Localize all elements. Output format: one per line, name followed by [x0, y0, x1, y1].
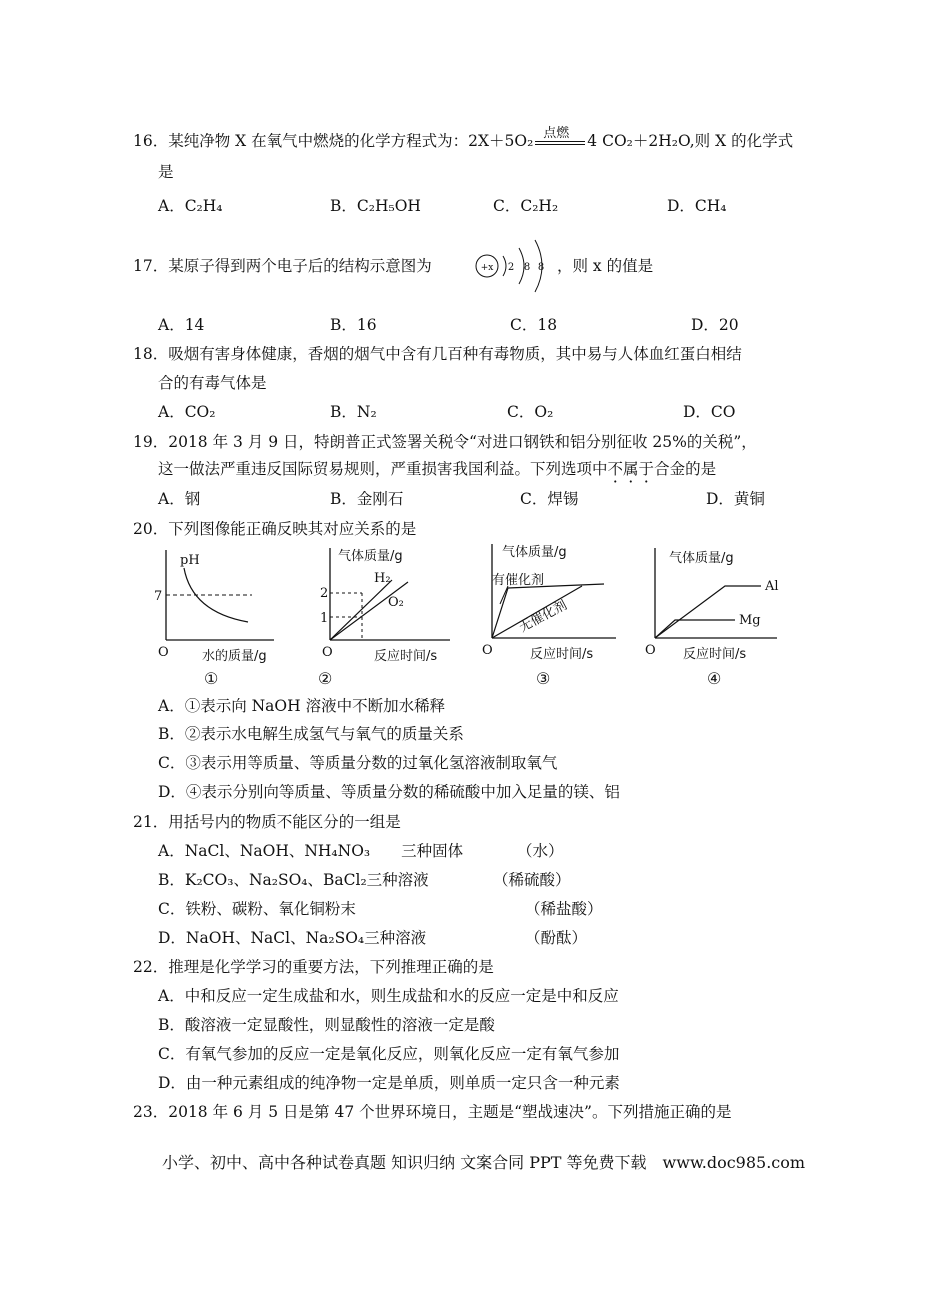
graph-2-series-h2: H₂	[374, 571, 391, 586]
q21-option-a-reagent: （水）	[517, 842, 564, 860]
q23-stem: 23．2018 年 6 月 5 日是第 47 个世界环境日，主题是“塑战速决”。下列措施正确的是	[133, 1103, 732, 1121]
q18-line2: 合的有毒气体是	[158, 374, 267, 392]
q16-line1	[133, 126, 794, 152]
graph-1-number: ①	[204, 669, 219, 688]
q18-option-a: A．CO₂	[158, 403, 216, 421]
graph-2-xlabel: 反应时间/s	[374, 649, 438, 664]
graph-4-xlabel: 反应时间/s	[683, 647, 747, 662]
q16-suffix: 4 CO₂＋2H₂O,则 X 的化学式	[587, 132, 794, 150]
reaction-condition: 点燃	[543, 126, 570, 141]
q16-option-d: D．CH₄	[667, 197, 727, 215]
q16-option-b: B．C₂H₅OH	[330, 197, 421, 215]
graph-4-series-mg: Mg	[739, 613, 761, 628]
q20-option-c: C．③表示用等质量、等质量分数的过氧化氢溶液制取氧气	[158, 754, 558, 772]
graph-3-origin: O	[482, 643, 493, 658]
page-footer: 小学、初中、高中各种试卷真题 知识归纳 文案合同 PPT 等免费下载 www.doc985.com	[162, 1153, 806, 1172]
graph-1-origin: O	[158, 645, 169, 660]
q18-option-b: B．N₂	[330, 403, 377, 421]
graph-2-tick-1: 1	[320, 611, 329, 626]
q21-option-a: A．NaCl、NaOH、NH₄NO₃ 三种固体	[158, 842, 464, 860]
q17-prefix: 17．某原子得到两个电子后的结构示意图为	[133, 257, 432, 275]
q19-option-d: D．黄铜	[706, 490, 765, 508]
graph-4-metals	[643, 540, 793, 692]
atom-shell-1: 2	[507, 262, 515, 273]
q17-option-c: C．18	[510, 316, 558, 334]
graph-4-number: ④	[707, 669, 722, 688]
q17-option-b: B．16	[330, 316, 377, 334]
graph-3-number: ③	[536, 669, 551, 688]
graph-4-ylabel: 气体质量/g	[669, 551, 734, 566]
q19-line2-post: 合金的是	[654, 460, 717, 478]
graph-4-origin: O	[645, 643, 656, 658]
atom-shell-3: 8	[537, 262, 545, 273]
atom-structure-diagram	[473, 234, 553, 298]
graph-3-series-catalyst: 有催化剂	[492, 573, 545, 588]
q18-line1: 18．吸烟有害身体健康，香烟的烟气中含有几百种有毒物质，其中易与人体血红蛋白相结	[133, 345, 742, 363]
q19-line2	[158, 459, 716, 479]
graph-2-electrolysis	[316, 542, 466, 692]
graph-2-origin: O	[322, 645, 333, 660]
q18-option-d: D．CO	[683, 403, 736, 421]
graph-3-series-no-catalyst: 无催化剂	[516, 597, 570, 636]
q17-line	[133, 256, 432, 276]
emphasis-char-1: 不	[607, 460, 624, 478]
graph-2-number: ②	[318, 669, 333, 688]
q16-prefix: 16．某纯净物 X 在氧气中燃烧的化学方程式为：2X＋5O₂	[133, 132, 534, 150]
graph-1-ylabel: pH	[180, 553, 200, 568]
graph-4-series-al: Al	[765, 579, 779, 594]
graph-3-xlabel: 反应时间/s	[530, 647, 594, 662]
q20-stem: 20．下列图像能正确反映其对应关系的是	[133, 520, 417, 538]
q16-option-a: A．C₂H₄	[158, 197, 223, 215]
q17-suffix: ，则 x 的值是	[557, 257, 654, 275]
graph-2-ylabel: 气体质量/g	[338, 549, 403, 564]
emphasis-char-3: 于	[638, 460, 655, 478]
q21-option-b-reagent: （稀硫酸）	[493, 871, 571, 889]
q19-option-a: A．钢	[158, 490, 201, 508]
q20-option-b: B．②表示水电解生成氢气与氧气的质量关系	[158, 725, 464, 743]
graph-3-ylabel: 气体质量/g	[502, 545, 567, 560]
q17-option-d: D．20	[691, 316, 739, 334]
q22-stem: 22．推理是化学学习的重要方法，下列推理正确的是	[133, 958, 494, 976]
atom-nucleus: +x	[480, 263, 494, 273]
q21-option-b: B．K₂CO₃、Na₂SO₄、BaCl₂三种溶液	[158, 871, 429, 889]
q16-line2: 是	[158, 163, 174, 181]
graph-2-tick-2: 2	[320, 586, 329, 601]
q19-option-c: C．焊锡	[520, 490, 579, 508]
q21-option-d: D．NaOH、NaCl、Na₂SO₄三种溶液	[158, 929, 427, 947]
q21-stem: 21．用括号内的物质不能区分的一组是	[133, 813, 401, 831]
atom-shell-2: 8	[523, 262, 531, 273]
graph-1-tick-7: 7	[154, 589, 163, 604]
q21-option-c-reagent: （稀盐酸）	[525, 900, 603, 918]
graph-1-xlabel: 水的质量/g	[202, 649, 267, 664]
q18-option-c: C．O₂	[507, 403, 554, 421]
q21-option-c: C．铁粉、碳粉、氧化铜粉末	[158, 900, 356, 918]
reaction-condition-sign	[535, 126, 585, 152]
q16-option-c: C．C₂H₂	[493, 197, 559, 215]
q22-option-c: C．有氧气参加的反应一定是氧化反应，则氧化反应一定有氧气参加	[158, 1045, 620, 1063]
graph-3-catalyst	[478, 536, 628, 692]
q19-line2-pre: 这一做法严重违反国际贸易规则，严重损害我国利益。下列选项中	[158, 460, 608, 478]
q21-option-d-reagent: （酚酞）	[525, 929, 588, 947]
graph-2-series-o2: O₂	[388, 595, 404, 610]
q20-option-a: A．①表示向 NaOH 溶液中不断加水稀释	[158, 697, 446, 715]
q19-option-b: B．金刚石	[330, 490, 404, 508]
graph-1-ph	[152, 542, 292, 692]
q22-option-a: A．中和反应一定生成盐和水，则生成盐和水的反应一定是中和反应	[158, 987, 619, 1005]
q17-option-a: A．14	[158, 316, 205, 334]
q22-option-d: D．由一种元素组成的纯净物一定是单质，则单质一定只含一种元素	[158, 1074, 620, 1092]
q22-option-b: B．酸溶液一定显酸性，则显酸性的溶液一定是酸	[158, 1016, 495, 1034]
emphasis-char-2: 属	[623, 460, 639, 478]
q19-line1: 19．2018 年 3 月 9 日，特朗普正式签署关税令“对进口钢铁和铝分别征收 25%的关税”，	[133, 433, 757, 451]
q20-option-d: D．④表示分别向等质量、等质量分数的稀硫酸中加入足量的镁、铝	[158, 783, 620, 801]
